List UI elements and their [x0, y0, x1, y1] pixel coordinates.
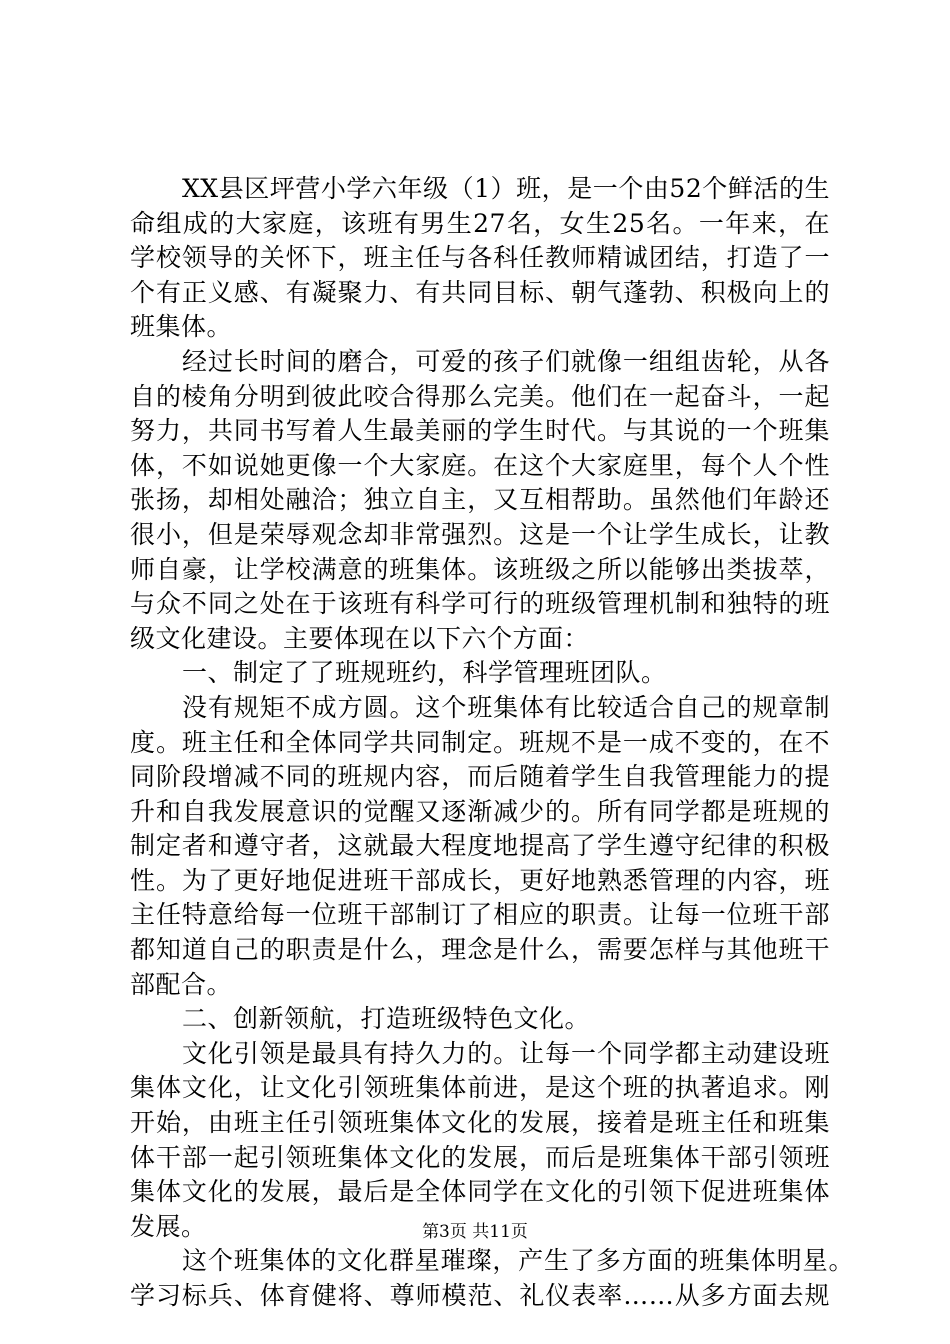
paragraph-line: 学校领导的关怀下，班主任与各科任教师精诚团结，打造了一	[130, 243, 830, 273]
paragraph-line: 没有规矩不成方圆。这个班集体有比较适合自己的规章制	[182, 692, 830, 722]
paragraph-line: 班集体。	[130, 312, 233, 342]
paragraph-line: 同阶段增减不同的班规内容，而后随着学生自我管理能力的提	[130, 762, 830, 792]
paragraph-line: 主任特意给每一位班干部制订了相应的职责。让每一位班干部	[130, 900, 830, 930]
paragraph-line: 努力，共同书写着人生最美丽的学生时代。与其说的一个班集	[130, 416, 830, 446]
paragraph-line: 都知道自己的职责是什么，理念是什么，需要怎样与其他班干	[130, 935, 830, 965]
paragraph-line: 师自豪，让学校满意的班集体。该班级之所以能够出类拔萃，	[130, 554, 830, 584]
paragraph-line: 度。班主任和全体同学共同制定。班规不是一成不变的，在不	[130, 727, 830, 757]
paragraph-line: 与众不同之处在于该班有科学可行的班级管理机制和独特的班	[130, 589, 830, 619]
paragraph-line: XX县区坪营小学六年级（1）班，是一个由52个鲜活的生	[182, 174, 830, 203]
section-heading: 一、制定了了班规班约，科学管理班团队。	[182, 658, 667, 688]
paragraph-line: 个有正义感、有凝聚力、有共同目标、朝气蓬勃、积极向上的	[130, 277, 830, 307]
paragraph-line: 张扬，却相处融洽；独立自主，又互相帮助。虽然他们年龄还	[130, 485, 830, 515]
paragraph-line: 部配合。	[130, 969, 233, 999]
paragraph-line: 很小，但是荣辱观念却非常强烈。这是一个让学生成长，让教	[130, 519, 830, 549]
paragraph-line: 命组成的大家庭，该班有男生27名，女生25名。一年来，在	[130, 208, 830, 238]
paragraph-line: 升和自我发展意识的觉醒又逐渐减少的。所有同学都是班规的	[130, 796, 830, 826]
paragraph-line: 经过长时间的磨合，可爱的孩子们就像一组组齿轮，从各	[182, 346, 830, 376]
paragraph-line: 制定者和遵守者，这就最大程度地提高了学生遵守纪律的积极	[130, 831, 830, 861]
paragraph-line: 学习标兵、体育健将、尊师模范、礼仪表率……从多方面去规	[130, 1281, 830, 1310]
paragraph-line: 自的棱角分明到彼此咬合得那么完美。他们在一起奋斗，一起	[130, 381, 830, 411]
paragraph-line: 开始，由班主任引领班集体文化的发展，接着是班主任和班集	[130, 1108, 830, 1138]
paragraph-line: 集体文化的发展，最后是全体同学在文化的引领下促进班集体	[130, 1177, 830, 1207]
paragraph-line: 性。为了更好地促进班干部成长，更好地熟悉管理的内容，班	[130, 865, 830, 895]
paragraph-line: 体，不如说她更像一个大家庭。在这个大家庭里，每个人个性	[130, 450, 830, 480]
section-heading: 二、创新领航，打造班级特色文化。	[182, 1004, 591, 1034]
document-body	[130, 172, 854, 1314]
paragraph-line: 文化引领是最具有持久力的。让每一个同学都主动建设班	[182, 1038, 830, 1068]
paragraph-line: 这个班集体的文化群星璀璨，产生了多方面的班集体明星。	[182, 1246, 854, 1276]
paragraph-line: 集体文化，让文化引领班集体前进，是这个班的执著追求。刚	[130, 1073, 830, 1103]
page-number: 第3页 共11页	[422, 1222, 528, 1242]
paragraph-line: 发展。	[130, 1211, 207, 1241]
paragraph-line: 体干部一起引领班集体文化的发展，而后是班集体干部引领班	[130, 1142, 830, 1172]
paragraph-line: 级文化建设。主要体现在以下六个方面：	[130, 623, 590, 653]
